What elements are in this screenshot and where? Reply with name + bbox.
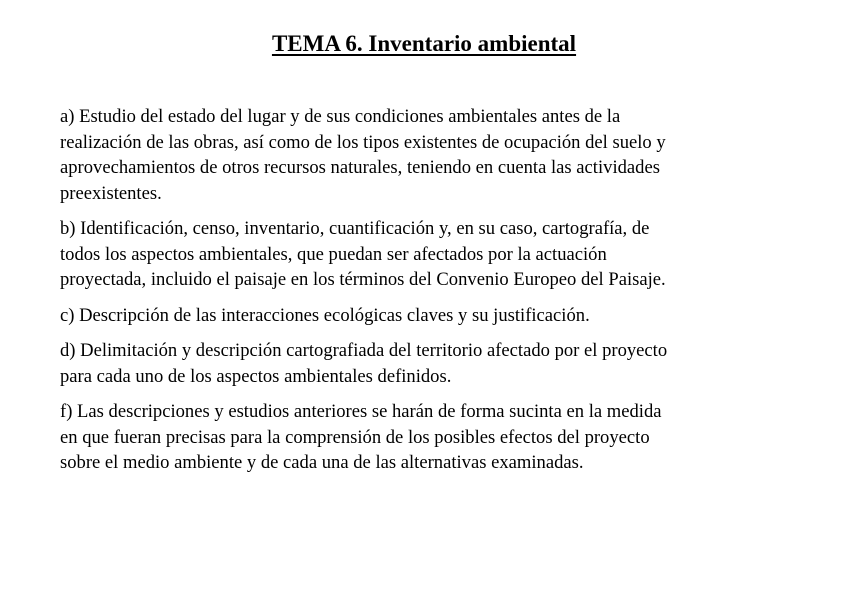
paragraph-a: [60, 104, 780, 206]
paragraph-line: proyectada, incluido el paisaje en los términos del Convenio Europeo del Paisaje.: [60, 269, 666, 290]
paragraph-line: en que fueran precisas para la comprensión de los posibles efectos del proyecto: [60, 426, 650, 448]
paragraph-line: c) Descripción de las interacciones ecológicas claves y su justificación.: [60, 304, 590, 326]
paragraph-line: sobre el medio ambiente y de cada una de las alternativas examinadas.: [60, 452, 584, 473]
paragraph-line: realización de las obras, así como de los tipos existentes de ocupación del suelo y: [60, 131, 666, 153]
paragraph-f: [60, 399, 780, 476]
document-body: [60, 104, 780, 486]
paragraph-line: todos los aspectos ambientales, que puedan ser afectados por la actuación: [60, 243, 607, 265]
page-title: TEMA 6. Inventario ambiental: [271, 31, 577, 56]
paragraph-line: f) Las descripciones y estudios anteriores se harán de forma sucinta en la medida: [60, 401, 662, 422]
paragraph-b: [60, 216, 780, 293]
paragraph-line: a) Estudio del estado del lugar y de sus condiciones ambientales antes de la: [60, 106, 621, 127]
paragraph-d: [60, 338, 780, 389]
paragraph-line: preexistentes.: [60, 182, 162, 204]
paragraph-line: aprovechamientos de otros recursos naturales, teniendo en cuenta las actividades: [60, 157, 660, 178]
paragraph-c: [60, 303, 780, 329]
paragraph-line: b) Identificación, censo, inventario, cuantificación y, en su caso, cartografía, de: [60, 218, 650, 239]
paragraph-line: d) Delimitación y descripción cartografiada del territorio afectado por el proyecto: [60, 340, 668, 361]
paragraph-line: para cada uno de los aspectos ambientales definidos.: [60, 365, 452, 387]
